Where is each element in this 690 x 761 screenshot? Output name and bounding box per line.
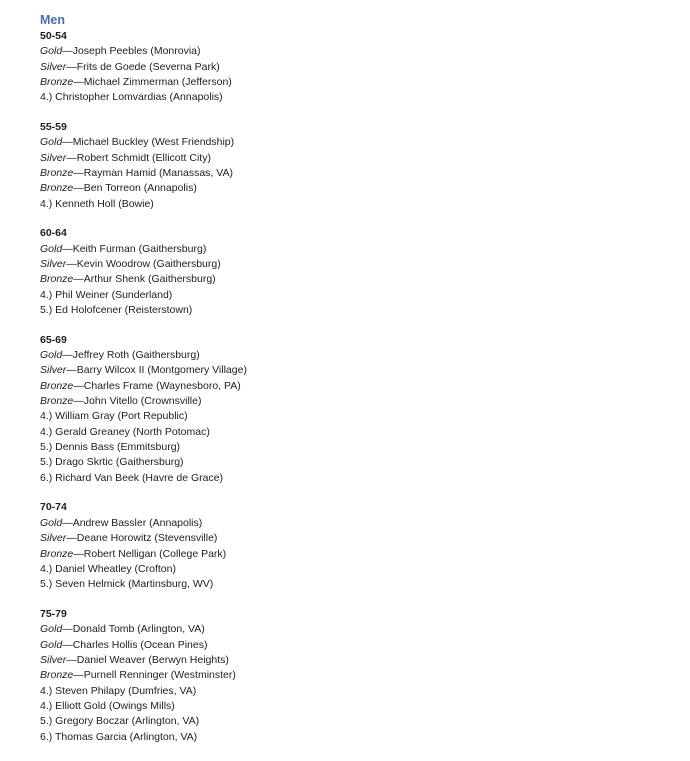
medal-label: Silver bbox=[40, 653, 67, 666]
athlete-result-text: —Arthur Shenk (Gaithersburg) bbox=[73, 273, 216, 286]
medal-label: Gold bbox=[40, 638, 63, 651]
medal-label: Bronze bbox=[40, 547, 74, 560]
athlete-result-text: 4.) Christopher Lomvardias (Annapolis) bbox=[40, 91, 223, 104]
result-entry bbox=[40, 714, 660, 729]
athlete-result-text: 6.) Thomas Garcia (Arlington, VA) bbox=[40, 730, 198, 743]
athlete-result-text: 5.) Drago Skrtic (Gaithersburg) bbox=[40, 456, 184, 469]
results-document bbox=[40, 12, 660, 759]
athlete-result-text: —Michael Buckley (West Friendship) bbox=[62, 136, 235, 149]
result-entry bbox=[40, 638, 660, 653]
age-group-section bbox=[40, 226, 660, 318]
age-group-section bbox=[40, 607, 660, 745]
result-entry bbox=[40, 622, 660, 637]
result-entry bbox=[40, 257, 660, 272]
result-entry bbox=[40, 730, 660, 745]
age-group-sections bbox=[40, 29, 660, 745]
medal-label: Bronze bbox=[40, 669, 74, 682]
athlete-result-text: 6.) Richard Van Beek (Havre de Grace) bbox=[40, 471, 224, 484]
result-entry bbox=[40, 653, 660, 668]
result-entry bbox=[40, 272, 660, 287]
athlete-result-text: 5.) Gregory Boczar (Arlington, VA) bbox=[40, 715, 200, 728]
athlete-result-text: —Robert Nelligan (College Park) bbox=[73, 547, 227, 560]
result-entry bbox=[40, 440, 660, 455]
result-entry bbox=[40, 684, 660, 699]
medal-label: Silver bbox=[40, 151, 67, 164]
athlete-result-text: 5.) Seven Helmick (Martinsburg, WV) bbox=[40, 578, 214, 591]
athlete-result-text: —Daniel Weaver (Berwyn Heights) bbox=[66, 653, 229, 666]
result-entry bbox=[40, 668, 660, 683]
age-group-title: 60-64 bbox=[40, 227, 67, 240]
athlete-result-text: 4.) Kenneth Holl (Bowie) bbox=[40, 197, 154, 210]
medal-label: Bronze bbox=[40, 76, 74, 89]
result-entry bbox=[40, 531, 660, 546]
medal-label: Bronze bbox=[40, 273, 74, 286]
athlete-result-text: —John Vitello (Crownsville) bbox=[73, 395, 202, 408]
medal-label: Bronze bbox=[40, 395, 74, 408]
result-entry bbox=[40, 471, 660, 486]
result-entry bbox=[40, 394, 660, 409]
medal-label: Silver bbox=[40, 532, 67, 545]
medal-label: Bronze bbox=[40, 379, 74, 392]
result-entry bbox=[40, 181, 660, 196]
athlete-result-text: —Keith Furman (Gaithersburg) bbox=[62, 242, 207, 255]
result-entry bbox=[40, 151, 660, 166]
result-entry bbox=[40, 135, 660, 150]
page-heading: Men bbox=[40, 13, 65, 27]
athlete-result-text: 4.) William Gray (Port Republic) bbox=[40, 410, 188, 423]
medal-label: Gold bbox=[40, 242, 63, 255]
age-group-section bbox=[40, 120, 660, 212]
athlete-result-text: —Charles Hollis (Ocean Pines) bbox=[62, 638, 208, 651]
result-entry bbox=[40, 409, 660, 424]
athlete-result-text: 4.) Gerald Greaney (North Potomac) bbox=[40, 425, 210, 438]
age-group-title: 50-54 bbox=[40, 30, 67, 42]
result-entry bbox=[40, 348, 660, 363]
result-entry bbox=[40, 562, 660, 577]
athlete-result-text: —Charles Frame (Waynesboro, PA) bbox=[73, 379, 241, 392]
athlete-result-text: 4.) Elliott Gold (Owings Mills) bbox=[40, 699, 175, 712]
result-entry bbox=[40, 242, 660, 257]
athlete-result-text: 5.) Dennis Bass (Emmitsburg) bbox=[40, 441, 181, 454]
medal-label: Silver bbox=[40, 60, 67, 73]
medal-label: Bronze bbox=[40, 182, 74, 195]
age-group-section bbox=[40, 333, 660, 486]
athlete-result-text: —Ben Torreon (Annapolis) bbox=[73, 182, 197, 195]
result-entry bbox=[40, 288, 660, 303]
athlete-result-text: 4.) Phil Weiner (Sunderland) bbox=[40, 288, 173, 301]
medal-label: Silver bbox=[40, 258, 67, 271]
medal-label: Gold bbox=[40, 45, 63, 58]
medal-label: Gold bbox=[40, 349, 63, 362]
medal-label: Gold bbox=[40, 623, 63, 636]
result-entry bbox=[40, 547, 660, 562]
result-entry bbox=[40, 699, 660, 714]
result-entry bbox=[40, 303, 660, 318]
medal-label: Gold bbox=[40, 516, 63, 529]
athlete-result-text: —Kevin Woodrow (Gaithersburg) bbox=[66, 258, 221, 271]
athlete-result-text: —Donald Tomb (Arlington, VA) bbox=[62, 623, 205, 636]
result-entry bbox=[40, 90, 660, 105]
athlete-result-text: —Purnell Renninger (Westminster) bbox=[73, 669, 236, 682]
result-entry bbox=[40, 379, 660, 394]
result-entry bbox=[40, 166, 660, 181]
athlete-result-text: —Andrew Bassler (Annapolis) bbox=[62, 516, 203, 529]
age-group-section bbox=[40, 29, 660, 106]
athlete-result-text: —Deane Horowitz (Stevensville) bbox=[66, 532, 218, 545]
athlete-result-text: 4.) Daniel Wheatley (Crofton) bbox=[40, 562, 176, 575]
result-entry bbox=[40, 197, 660, 212]
medal-label: Gold bbox=[40, 136, 63, 149]
athlete-result-text: 4.) Steven Philapy (Dumfries, VA) bbox=[40, 684, 197, 697]
result-entry bbox=[40, 425, 660, 440]
athlete-result-text: —Robert Schmidt (Ellicott City) bbox=[66, 151, 211, 164]
age-group-title: 70-74 bbox=[40, 501, 67, 514]
result-entry bbox=[40, 60, 660, 75]
medal-label: Silver bbox=[40, 364, 67, 377]
athlete-result-text: —Barry Wilcox II (Montgomery Village) bbox=[66, 364, 247, 377]
age-group-title: 75-79 bbox=[40, 607, 67, 620]
medal-label: Bronze bbox=[40, 167, 74, 180]
athlete-result-text: —Frits de Goede (Severna Park) bbox=[66, 60, 220, 73]
athlete-result-text: —Jeffrey Roth (Gaithersburg) bbox=[62, 349, 200, 362]
athlete-result-text: —Joseph Peebles (Monrovia) bbox=[62, 45, 201, 58]
age-group-section bbox=[40, 500, 660, 592]
result-entry bbox=[40, 75, 660, 90]
age-group-title: 65-69 bbox=[40, 333, 67, 346]
age-group-title: 55-59 bbox=[40, 121, 67, 134]
result-entry bbox=[40, 44, 660, 59]
athlete-result-text: —Michael Zimmerman (Jefferson) bbox=[73, 76, 232, 89]
result-entry bbox=[40, 577, 660, 592]
athlete-result-text: 5.) Ed Holofcener (Reisterstown) bbox=[40, 304, 193, 317]
athlete-result-text: —Rayman Hamid (Manassas, VA) bbox=[73, 167, 233, 180]
result-entry bbox=[40, 363, 660, 378]
result-entry bbox=[40, 516, 660, 531]
result-entry bbox=[40, 455, 660, 470]
